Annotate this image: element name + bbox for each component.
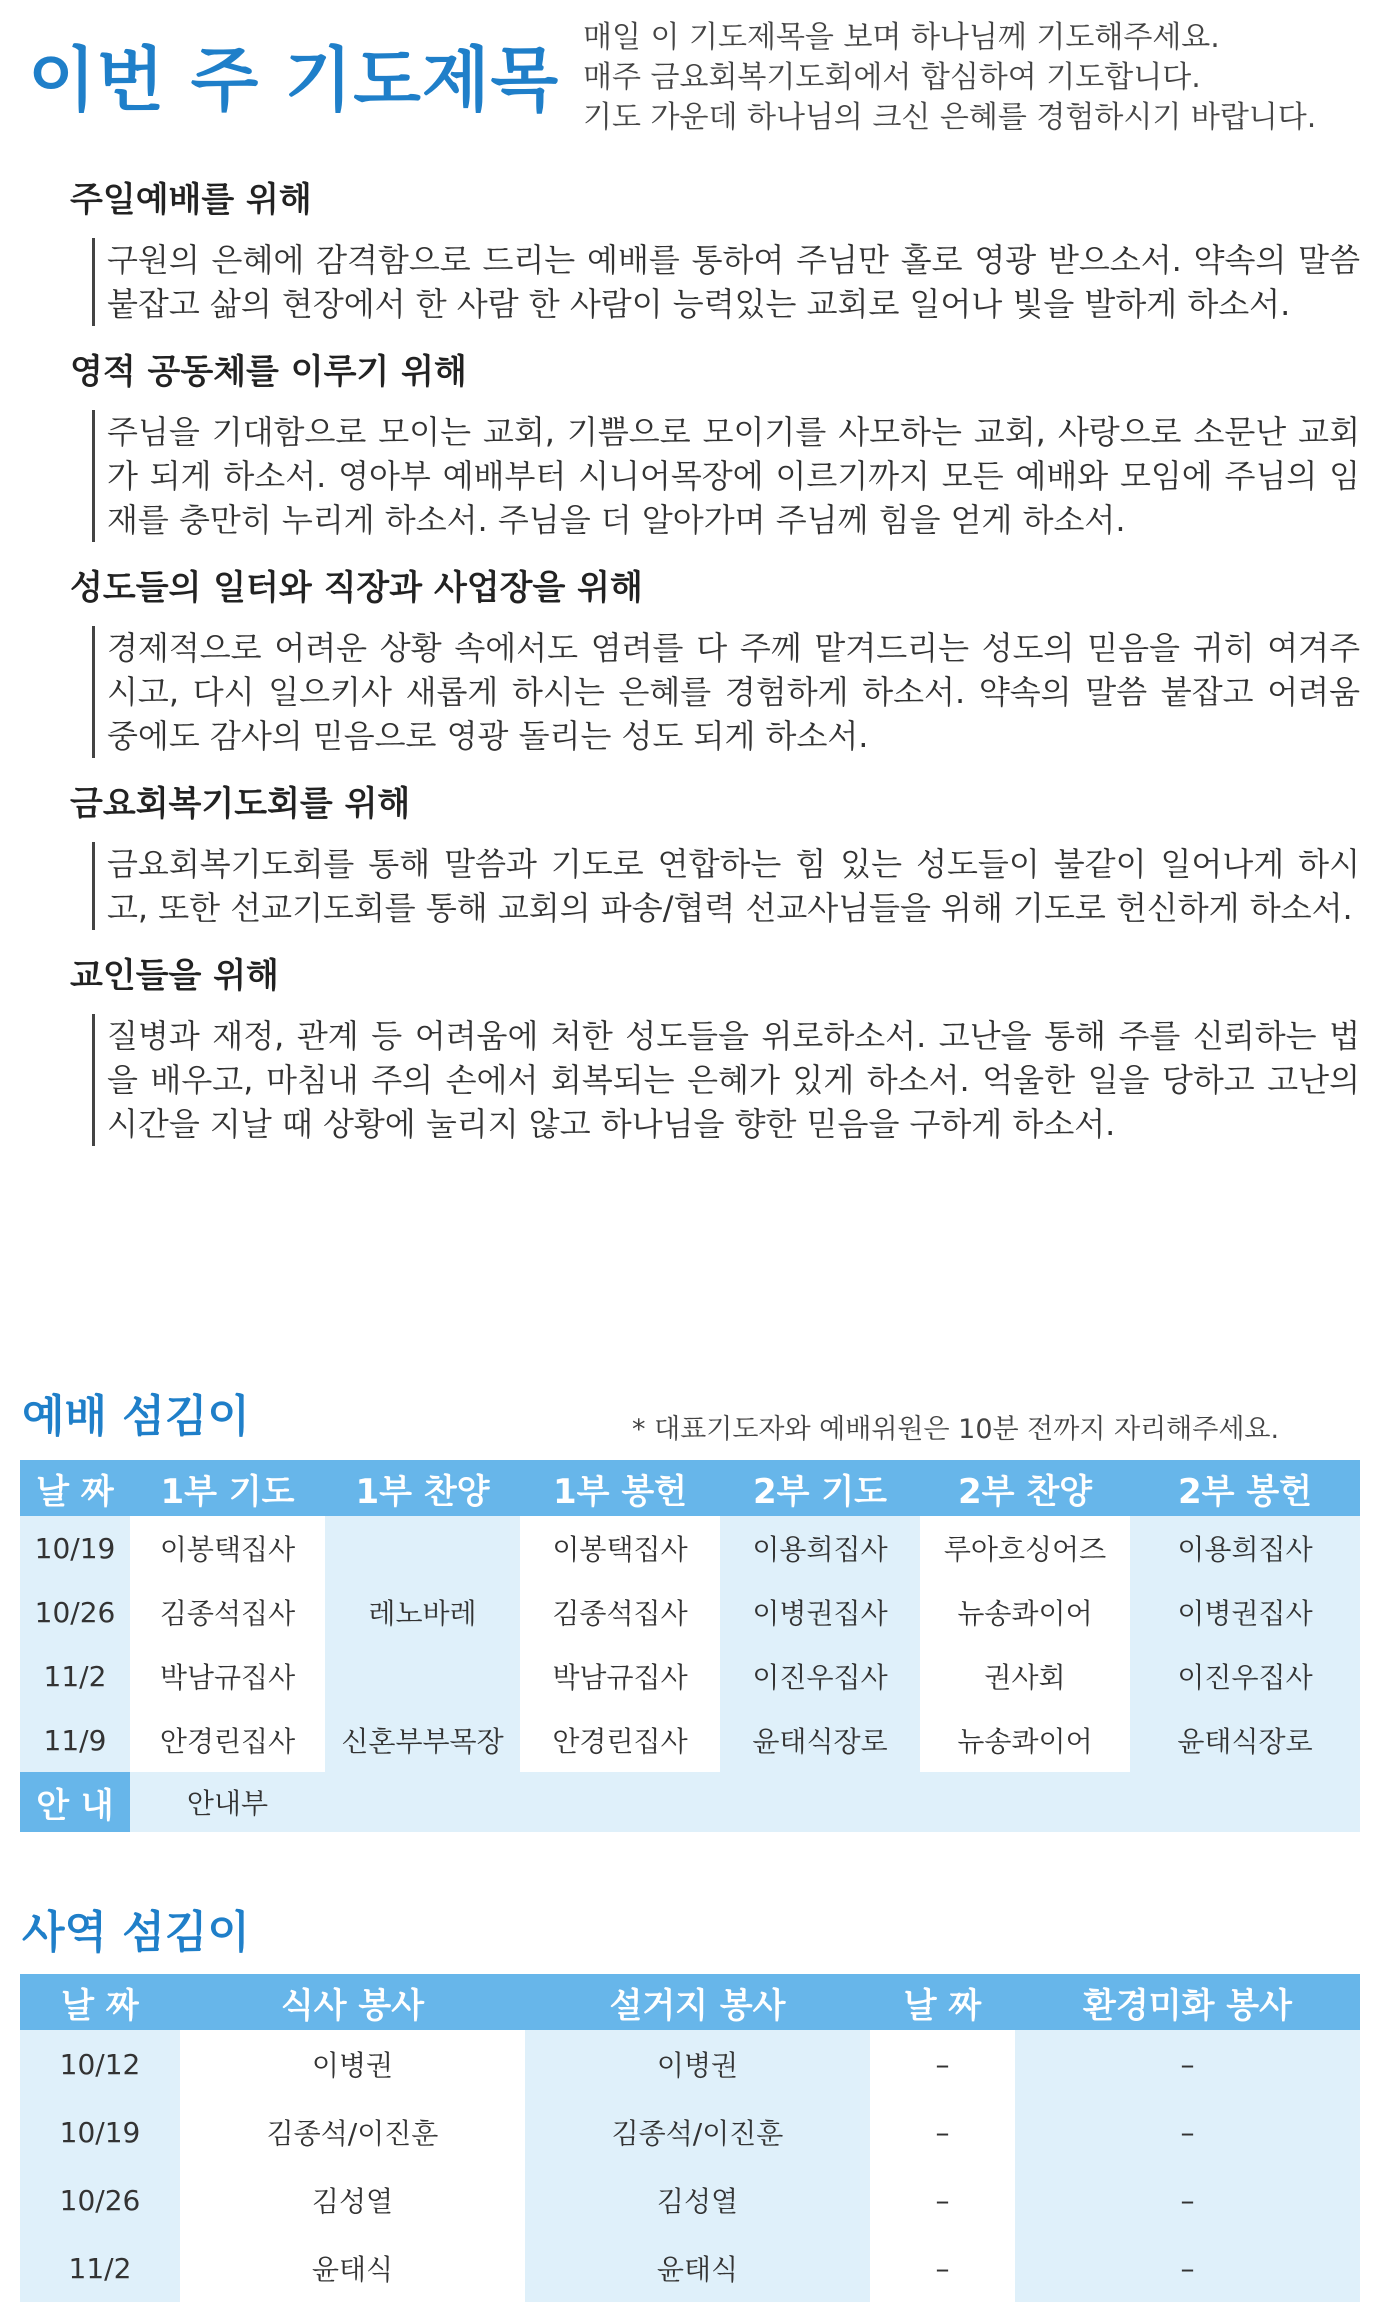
table-cell: 루아흐싱어즈 (920, 1516, 1130, 1580)
table-cell: 박남규집사 (130, 1644, 325, 1708)
table-row (20, 2234, 1360, 2302)
table-cell: 권사회 (920, 1644, 1130, 1708)
table-row (20, 2166, 1360, 2234)
intro-text (583, 18, 1373, 138)
prayer-topic (70, 784, 1360, 930)
prayer-topic-body: 구원의 은혜에 감격함으로 드리는 예배를 통하여 주님만 홀로 영광 받으소서. 약속의 말씀 붙잡고 삶의 현장에서 한 사람 한 사람이 능력있는 교회로 일어나 빛을 발하게 하소서. (92, 238, 1360, 326)
prayer-topic-title: 성도들의 일터와 직장과 사업장을 위해 (70, 568, 643, 608)
table-cell: 10/26 (20, 1580, 130, 1644)
column-header: 날 짜 (20, 1974, 180, 2030)
table-cell: 10/26 (20, 2166, 180, 2234)
table-cell: 윤태식 (525, 2234, 870, 2302)
column-header: 2부 찬양 (920, 1460, 1130, 1516)
worship-note: * 대표기도자와 예배위원은 10분 전까지 자리해주세요. (632, 1414, 1280, 1445)
worship-section-title: 예배 섬김이 (22, 1391, 250, 1442)
table-cell: 10/19 (20, 2098, 180, 2166)
prayer-topic-title: 영적 공동체를 이루기 위해 (70, 352, 467, 392)
table-cell: 11/2 (20, 2234, 180, 2302)
table-cell: 신혼부부목장 (325, 1708, 520, 1772)
table-cell: 이진우집사 (1130, 1644, 1360, 1708)
column-header: 2부 기도 (720, 1460, 920, 1516)
table-cell: 윤태식장로 (720, 1708, 920, 1772)
table-cell: 11/9 (20, 1708, 130, 1772)
table-cell: 이진우집사 (720, 1644, 920, 1708)
prayer-topic-body: 주님을 기대함으로 모이는 교회, 기쁨으로 모이기를 사모하는 교회, 사랑으로 소문난 교회가 되게 하소서. 영아부 예배부터 시니어목장에 이르기까지 모든 예배와 모임에 주님의 임재를 충만히 누리게 하소서. 주님을 더 알아가며 주님께 힘을 얻게 하소서. (92, 410, 1360, 542)
prayer-topic (70, 352, 1360, 542)
page-title: 이번 주 기도제목 (28, 39, 560, 121)
table-cell: – (1015, 2234, 1360, 2302)
prayer-topic-body: 금요회복기도회를 통해 말씀과 기도로 연합하는 힘 있는 성도들이 불같이 일어나게 하시고, 또한 선교기도회를 통해 교회의 파송/협력 선교사님들을 위해 기도로 헌신하게 하소서. (92, 842, 1360, 930)
guide-label: 안 내 (20, 1772, 130, 1832)
table-cell: 10/12 (20, 2030, 180, 2098)
table-cell: 레노바레 (325, 1580, 520, 1644)
prayer-topic-title: 교인들을 위해 (70, 956, 279, 996)
table-cell: 안경린집사 (520, 1708, 720, 1772)
table-cell: 10/19 (20, 1516, 130, 1580)
table-cell: 뉴송콰이어 (920, 1580, 1130, 1644)
table-cell: 김종석/이진훈 (525, 2098, 870, 2166)
table-cell (325, 1644, 520, 1708)
table-cell: 김성열 (180, 2166, 525, 2234)
table-cell: – (870, 2098, 1015, 2166)
column-header: 날 짜 (870, 1974, 1015, 2030)
table-row (20, 1516, 1360, 1580)
table-row (20, 1708, 1360, 1772)
prayer-topic-body: 질병과 재정, 관계 등 어려움에 처한 성도들을 위로하소서. 고난을 통해 주를 신뢰하는 법을 배우고, 마침내 주의 손에서 회복되는 은혜가 있게 하소서. 억울한 일을 당하고 고난의 시간을 지날 때 상황에 눌리지 않고 하나님을 향한 믿음을 구하게 하소서. (92, 1014, 1360, 1146)
column-header: 환경미화 봉사 (1015, 1974, 1360, 2030)
prayer-topic (70, 180, 1360, 326)
prayer-topic-body: 경제적으로 어려운 상황 속에서도 염려를 다 주께 맡겨드리는 성도의 믿음을 귀히 여겨주시고, 다시 일으키사 새롭게 하시는 은혜를 경험하게 하소서. 약속의 말씀 붙잡고 어려움 중에도 감사의 믿음으로 영광 돌리는 성도 되게 하소서. (92, 626, 1360, 758)
prayer-topic (70, 568, 1360, 758)
table-header-row (20, 1974, 1360, 2030)
column-header: 1부 찬양 (325, 1460, 520, 1516)
table-row (20, 1644, 1360, 1708)
table-cell: 박남규집사 (520, 1644, 720, 1708)
table-cell: 이병권 (180, 2030, 525, 2098)
table-header-row (20, 1460, 1360, 1516)
table-cell: 윤태식장로 (1130, 1708, 1360, 1772)
table-cell (325, 1516, 520, 1580)
table-cell: – (1015, 2030, 1360, 2098)
table-cell: 뉴송콰이어 (920, 1708, 1130, 1772)
column-header: 날 짜 (20, 1460, 130, 1516)
table-cell: – (870, 2030, 1015, 2098)
table-cell: 11/2 (20, 1644, 130, 1708)
intro-line: 기도 가운데 하나님의 크신 은혜를 경험하시기 바랍니다. (583, 100, 1317, 135)
table-cell: 김성열 (525, 2166, 870, 2234)
table-cell: 이봉택집사 (130, 1516, 325, 1580)
guide-row (20, 1772, 1360, 1832)
column-header: 1부 기도 (130, 1460, 325, 1516)
column-header: 설거지 봉사 (525, 1974, 870, 2030)
table-cell: – (1015, 2098, 1360, 2166)
column-header: 1부 봉헌 (520, 1460, 720, 1516)
prayer-topic-title: 주일예배를 위해 (70, 180, 312, 220)
intro-line: 매주 금요회복기도회에서 합심하여 기도합니다. (583, 60, 1201, 95)
prayer-topic-title: 금요회복기도회를 위해 (70, 784, 411, 824)
guide-value (130, 1772, 1360, 1832)
table-cell: 안경린집사 (130, 1708, 325, 1772)
prayer-list (70, 180, 1360, 1172)
table-cell: 김종석집사 (520, 1580, 720, 1644)
intro-line: 매일 이 기도제목을 보며 하나님께 기도해주세요. (583, 20, 1220, 55)
table-cell: 김종석집사 (130, 1580, 325, 1644)
column-header: 식사 봉사 (180, 1974, 525, 2030)
table-row (20, 2030, 1360, 2098)
table-cell: 이병권집사 (1130, 1580, 1360, 1644)
table-row (20, 2098, 1360, 2166)
table-cell: 이병권 (525, 2030, 870, 2098)
table-row (20, 1580, 1360, 1644)
table-cell: – (870, 2166, 1015, 2234)
table-cell: 이봉택집사 (520, 1516, 720, 1580)
table-cell: 이용희집사 (1130, 1516, 1360, 1580)
page-header (28, 18, 1358, 148)
worship-table (20, 1460, 1360, 1832)
table-cell: – (870, 2234, 1015, 2302)
prayer-topic (70, 956, 1360, 1146)
table-cell: 이병권집사 (720, 1580, 920, 1644)
service-section-title: 사역 섬김이 (22, 1907, 250, 1958)
column-header: 2부 봉헌 (1130, 1460, 1360, 1516)
table-cell: – (1015, 2166, 1360, 2234)
guide-value-text: 안내부 (186, 1787, 269, 1820)
service-table (20, 1974, 1360, 2302)
table-cell: 이용희집사 (720, 1516, 920, 1580)
table-cell: 김종석/이진훈 (180, 2098, 525, 2166)
table-cell: 윤태식 (180, 2234, 525, 2302)
